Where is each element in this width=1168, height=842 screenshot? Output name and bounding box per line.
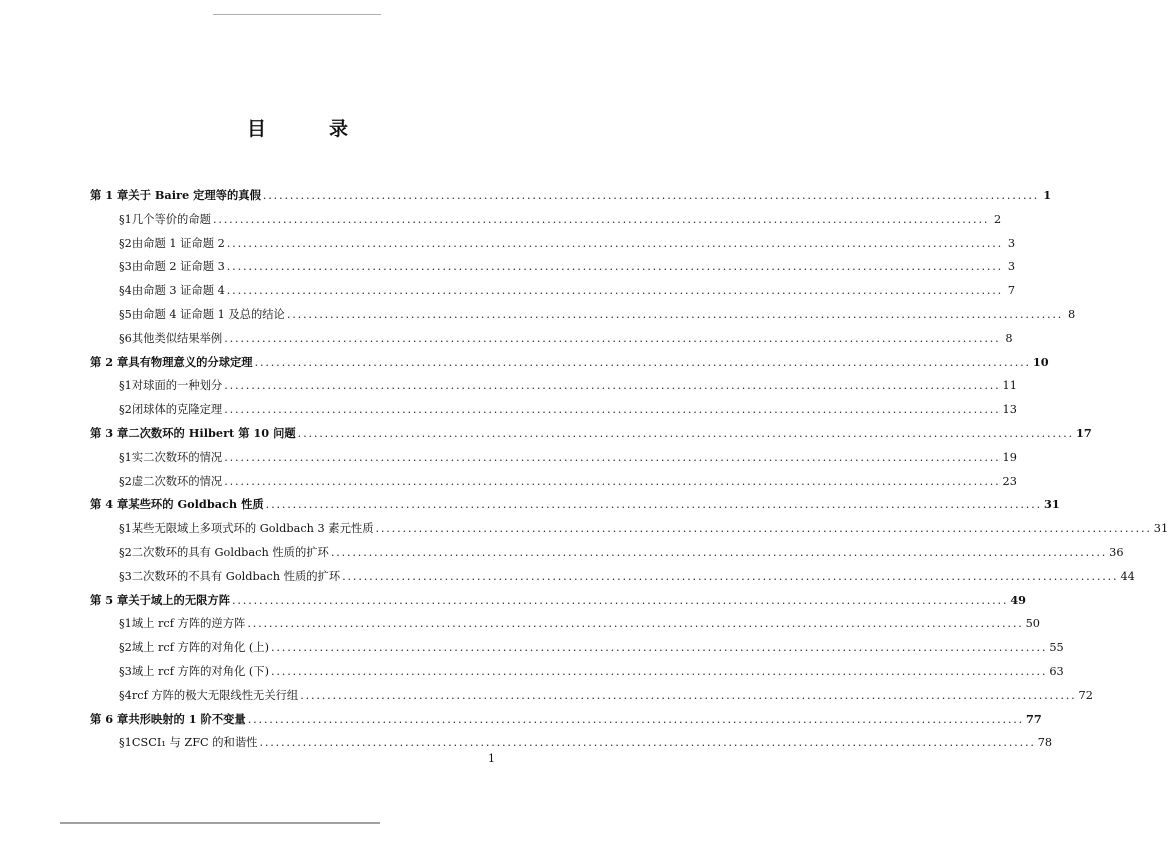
entry-page-number: 23 [1002,474,1017,488]
section-number: §3 [119,569,132,583]
dot-leader [287,303,1063,327]
section-number: §2 [119,545,132,559]
entry-page-number: 72 [1078,688,1093,702]
dot-leader [224,446,1000,470]
toc-section-entry [90,327,1013,351]
chapter-number: 第 3 章 [90,425,129,440]
entry-page-number: 63 [1049,664,1064,678]
entry-title: 由命题 1 证命题 2 [131,236,225,250]
entry-page-number: 44 [1120,569,1135,583]
dot-leader [298,422,1074,446]
toc-section-entry [90,565,1135,589]
section-number: §1 [119,379,132,393]
toc-section-entry [90,636,1064,660]
entry-page-number: 7 [1007,284,1016,298]
entry-page-number: 13 [1002,403,1017,417]
dot-leader [227,232,1003,256]
chapter-number: 第 4 章 [90,497,129,512]
dot-leader [224,327,1000,351]
toc-section-entry [90,398,1017,422]
entry-title: 对球面的一种划分 [131,379,223,393]
toc-section-entry [90,446,1017,470]
section-number: §6 [119,331,132,345]
page-number: 1 [488,752,495,765]
dot-leader [263,184,1039,208]
dot-leader [376,517,1152,541]
toc-section-entry [90,255,1016,279]
entry-title: 某些环的 Goldbach 性质 [128,497,264,512]
dot-leader [300,684,1076,708]
entry-title: 二次数环的 Hilbert 第 10 问题 [128,425,296,440]
page-title: 目 录 [246,118,370,140]
entry-title: 域上 rcf 方阵的逆方阵 [131,617,246,631]
dot-leader [248,708,1024,732]
entry-title: 闭球体的克隆定理 [131,403,223,417]
dot-leader [227,255,1003,279]
toc-section-entry [90,232,1016,256]
toc-section-entry [90,279,1016,303]
entry-title: 具有物理意义的分球定理 [128,354,253,369]
section-number: §5 [119,307,132,321]
section-number: §1 [119,212,132,226]
toc-chapter-entry [90,493,1060,517]
toc-chapter-entry [90,184,1052,208]
section-number: §2 [119,236,132,250]
entry-page-number: 8 [1067,307,1076,321]
entry-title: rcf 方阵的极大无限线性无关行组 [131,688,299,702]
toc-section-entry [90,612,1040,636]
entry-page-number: 55 [1049,641,1064,655]
entry-title: 由命题 3 证命题 4 [131,284,225,298]
entry-page-number: 50 [1025,617,1040,631]
toc-section-entry [90,517,1168,541]
section-number: §1 [119,450,132,464]
toc-section-entry [90,684,1093,708]
section-number: §3 [119,664,132,678]
toc-chapter-entry [90,708,1042,732]
entry-page-number: 36 [1109,545,1124,559]
dot-leader [255,351,1031,375]
toc-chapter-entry [90,422,1092,446]
entry-page-number: 1 [1043,188,1052,202]
scan-artifact-top [213,14,381,15]
dot-leader [266,493,1042,517]
dot-leader [213,208,989,232]
toc-chapter-entry [90,351,1049,375]
entry-title: 几个等价的命题 [131,212,211,226]
toc-chapter-entry [90,589,1027,613]
section-number: §2 [119,641,132,655]
entry-title: 某些无限域上多项式环的 Goldbach 3 素元性质 [131,522,374,536]
section-number: §2 [119,403,132,417]
dot-leader [342,565,1118,589]
toc-section-entry [90,374,1017,398]
entry-title: 域上 rcf 方阵的对角化 (上) [131,641,270,655]
section-number: §3 [119,260,132,274]
entry-page-number: 78 [1037,736,1053,750]
table-of-contents [90,184,1168,755]
section-number: §4 [119,284,132,298]
entry-title: 实二次数环的情况 [131,450,223,464]
section-number: §1 [119,617,132,631]
entry-page-number: 3 [1007,260,1016,274]
toc-section-entry [90,660,1064,684]
toc-section-entry [90,208,1002,232]
chapter-number: 第 5 章 [90,592,129,607]
entry-page-number: 3 [1007,236,1016,250]
toc-section-entry [90,470,1017,494]
entry-title: 虚二次数环的情况 [131,474,223,488]
entry-page-number: 19 [1002,450,1017,464]
entry-title: 由命题 4 证命题 1 及总的结论 [131,307,285,321]
entry-title: 共形映射的 1 阶不变量 [128,711,246,726]
toc-section-entry [90,541,1124,565]
dot-leader [224,374,1000,398]
dot-leader [224,398,1000,422]
entry-page-number: 31 [1043,497,1060,512]
scan-artifact-bottom [60,822,380,824]
chapter-number: 第 1 章 [90,188,129,202]
dot-leader [259,731,1035,755]
entry-title: 其他类似结果举例 [131,331,223,345]
entry-title: 二次数环的具有 Goldbach 性质的扩环 [131,545,329,559]
entry-page-number: 77 [1026,711,1042,726]
entry-title: 二次数环的不具有 Goldbach 性质的扩环 [131,569,341,583]
entry-title: CSCI₁ 与 ZFC 的和谐性 [131,736,258,750]
entry-page-number: 11 [1002,379,1017,393]
toc-section-entry [90,303,1076,327]
entry-title: 关于域上的无限方阵 [128,592,231,607]
chapter-number: 第 6 章 [90,711,129,726]
entry-title: 域上 rcf 方阵的对角化 (下) [131,664,270,678]
section-number: §1 [119,736,132,750]
entry-title: 由命题 2 证命题 3 [131,260,225,274]
entry-page-number: 10 [1032,354,1049,369]
dot-leader [331,541,1107,565]
toc-section-entry [90,731,1053,755]
dot-leader [224,470,1000,494]
dot-leader [227,279,1003,303]
entry-page-number: 17 [1075,425,1092,440]
section-number: §4 [119,688,132,702]
dot-leader [271,660,1047,684]
chapter-number: 第 2 章 [90,354,129,369]
entry-page-number: 2 [994,212,1002,226]
section-number: §2 [119,474,132,488]
section-number: §1 [119,522,132,536]
dot-leader [271,636,1047,660]
dot-leader [247,612,1023,636]
entry-page-number: 31 [1153,522,1168,536]
entry-title: 关于 Baire 定理等的真假 [128,188,261,202]
entry-page-number: 8 [1005,331,1013,345]
dot-leader [232,589,1008,613]
entry-page-number: 49 [1010,592,1027,607]
